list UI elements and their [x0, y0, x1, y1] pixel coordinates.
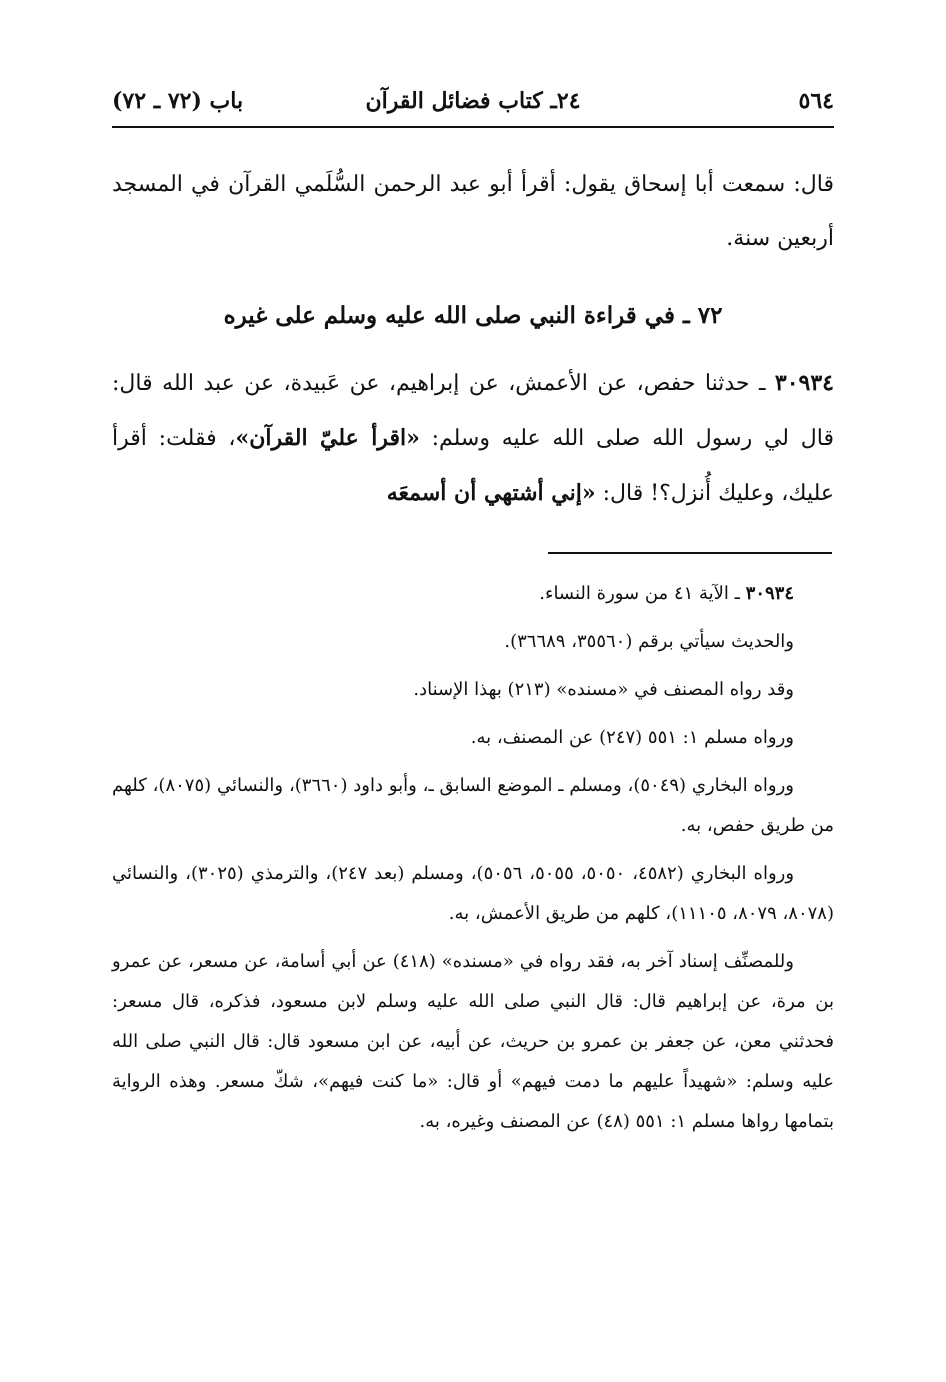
footnote-1 — [112, 574, 834, 614]
hadith-paragraph — [112, 356, 834, 521]
footnote-4: ورواه مسلم ١: ٥٥١ (٢٤٧) عن المصنف، به. — [470, 727, 794, 748]
footnote-2: والحديث سيأتي برقم (٣٥٥٦٠، ٣٦٦٨٩). — [504, 631, 794, 652]
chapter-heading: ٧٢ ـ في قراءة النبي صلى الله عليه وسلم على غيره — [223, 302, 723, 329]
hadith-quote-1: «اقرأ عليّ القرآن» — [235, 425, 420, 451]
footnote-5: ورواه البخاري (٥٠٤٩)، ومسلم ـ الموضع السابق ـ، وأبو داود (٣٦٦٠)، والنسائي (٨٠٧٥)، كلهم من طريق حفص، به. — [112, 775, 834, 836]
footnotes — [112, 574, 834, 1150]
intro-paragraph: قال: سمعت أبا إسحاق يقول: أقرأ أبو عبد الرحمن السُّلَمي القرآن في المسجد أربعين سنة. — [112, 172, 834, 251]
hadith-number: ٣٠٩٣٤ — [774, 370, 834, 396]
chapter-range: باب (٧٢ ـ ٧٢) — [112, 88, 244, 114]
book-title: ٢٤ـ كتاب فضائل القرآن — [365, 88, 581, 114]
hadith-text-before-quote: ـ حدثنا حفص، عن الأعمش، عن إبراهيم، عن عَبيدة، عن عبد الله قال: قال لي رسول الله صلى الله عليه وسلم: — [112, 371, 834, 451]
footnote-1-text: ـ الآية ٤١ من سورة النساء. — [539, 583, 746, 604]
footnote-divider — [548, 552, 832, 554]
running-header — [112, 86, 834, 128]
footnote-6: ورواه البخاري (٤٥٨٢، ٥٠٥٠، ٥٠٥٥، ٥٠٥٦)، ومسلم (بعد ٢٤٧)، والترمذي (٣٠٢٥)، والنسائي (٨٠٧٨، ٨٠٧٩، ١١١٠٥)، كلهم من طريق الأعمش، به. — [112, 863, 834, 924]
footnote-3: وقد رواه المصنف في «مسنده» (٢١٣) بهذا الإسناد. — [413, 679, 794, 700]
footnote-7: وللمصنِّف إسناد آخر به، فقد رواه في «مسنده» (٤١٨) عن أبي أسامة، عن مسعر، عن عمرو بن مرة، عن إبراهيم قال: قال النبي صلى الله عليه وسلم لابن مسعود، فذكره، قال مسعر: فحدثني معن، عن جعفر بن عمرو بن حريث، عن أبيه، عن ابن مسعود قال: قال النبي صلى الله عليه وسلم: «شهيداً عليهم ما دمت فيهم» أو قال: «ما كنت فيهم»، شكّ مسعر. وهذه الرواية بتمامها رواها مسلم ١: ٥٥١ (٤٨) عن المصنف وغيره، به. — [112, 951, 834, 1132]
hadith-quote-2: «إني أشتهي أن أسمعَه — [386, 480, 596, 506]
page-number: ٥٦٤ — [798, 88, 834, 114]
hadith-text-middle: ، فقلت: أقرأ عليك، وعليك أُنزل؟! قال: — [112, 426, 834, 506]
footnote-number: ٣٠٩٣٤ — [745, 583, 794, 604]
